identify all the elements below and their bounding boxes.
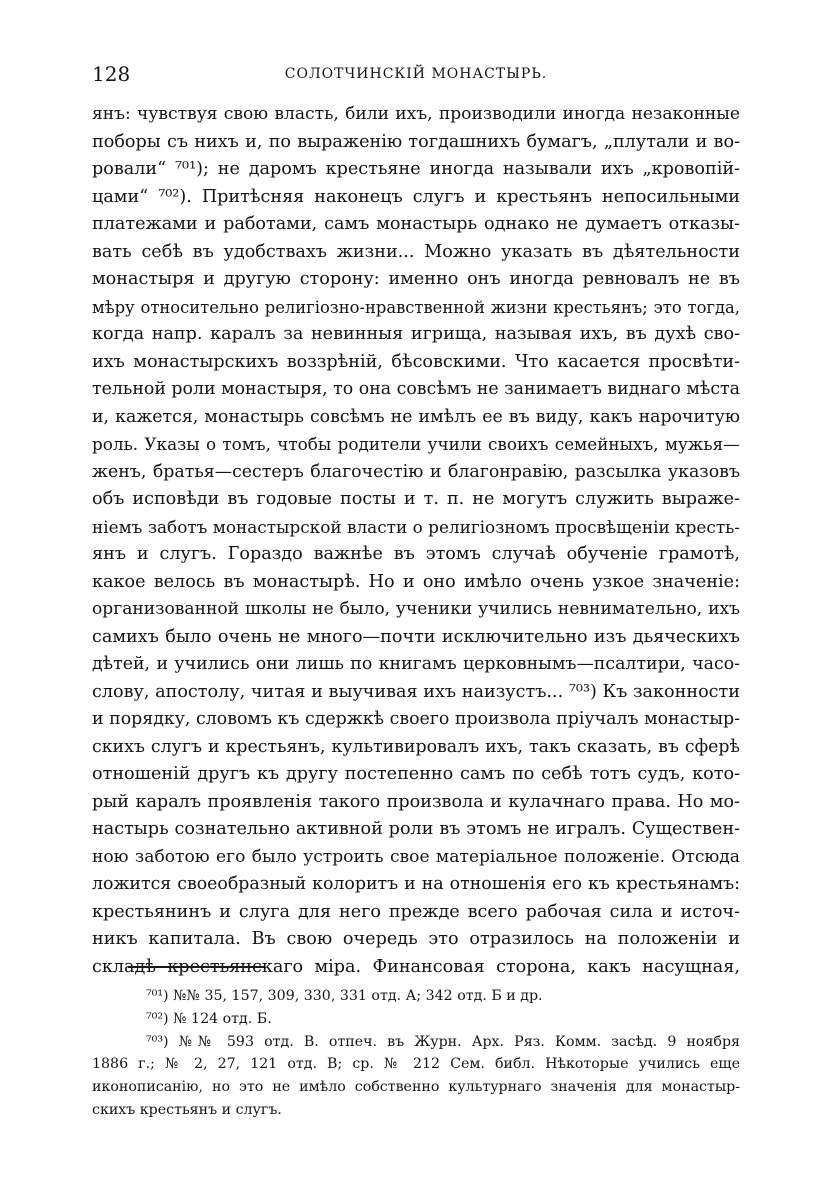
footnote-702: ⁷⁰²) № 124 отд. Б. <box>146 1010 272 1027</box>
page-header <box>92 62 740 90</box>
text-line: и порядку, словомъ къ сдержкѣ своего произвола пріучалъ монастыр- <box>92 709 740 729</box>
text-line: организованной школы не было, ученики учились невнимательно, ихъ <box>92 599 740 619</box>
running-title: СОЛОТЧИНСКІЙ МОНАСТЫРЬ. <box>284 66 548 82</box>
text-line: рый каралъ проявленія такого произвола и кулачнаго права. Но мо- <box>92 791 740 812</box>
text-line: янъ и слугъ. Гораздо важнѣе въ этомъ случаѣ обученіе грамотѣ, <box>92 544 740 564</box>
text-line: настырь сознательно активной роли въ этомъ не игралъ. Существен- <box>92 819 740 839</box>
text-line: какое велось въ монастырѣ. Но и оно имѣло очень узкое значеніе: <box>92 571 740 592</box>
text-line: и, кажется, монастырь совсѣмъ не имѣлъ ее въ виду, какъ нарочитую <box>92 406 740 427</box>
footnotes <box>92 985 740 1122</box>
text-line: женъ, братья—сестеръ благочестію и благонравію, разсылка указовъ <box>92 461 740 482</box>
text-line: объ исповѣди въ годовые посты и т. п. не могутъ служить выраже- <box>92 489 740 509</box>
footnote-divider <box>128 966 264 968</box>
text-line: слову, апостолу, читая и выучивая ихъ наизустъ... ⁷⁰³) Къ законности <box>92 681 740 702</box>
text-line: отношеній другъ къ другу постепенно самъ по себѣ тотъ судъ, кото- <box>92 764 740 784</box>
text-line: ніемъ заботъ монастырской власти о религіозномъ просвѣщеніи кресть- <box>92 516 740 537</box>
text-line: янъ: чувствуя свою власть, били ихъ, производили иногда незаконные <box>92 104 740 124</box>
text-line: крестьянинъ и слуга для него прежде всего рабочая сила и источ- <box>92 901 740 922</box>
text-line: роль. Указы о томъ, чтобы родители учили своихъ семейныхъ, мужья— <box>92 434 740 454</box>
main-text <box>92 101 740 981</box>
text-line: тельной роли монастыря, то она совсѣмъ не занимаетъ виднаго мѣста <box>92 379 740 399</box>
text-line: поборы съ нихъ и, по выраженію тогдашнихъ бумагъ, „плутали и во- <box>92 131 740 152</box>
text-line: ихъ монастырскихъ воззрѣній, бѣсовскими. Что касается просвѣти- <box>92 351 740 372</box>
text-line: ровали“ ⁷⁰¹); не даромъ крестьяне иногда называли ихъ „кровопій- <box>92 159 740 179</box>
footnote-703: ⁷⁰³) №№ 593 отд. В. отпеч. въ Журн. Арх. Ряз. Комм. засѣд. 9 ноября <box>146 1033 740 1050</box>
text-line: монастыря и другую сторону: именно онъ иногда ревновалъ не въ <box>92 269 740 289</box>
text-line: никъ капитала. Въ свою очередь это отразилось на положеніи и <box>92 929 740 949</box>
text-line: мѣру относительно религіозно-нравственной жизни крестьянъ; это тогда, <box>92 297 740 317</box>
text-line: самихъ было очень не много—почти исключительно изъ дьяческихъ <box>92 626 740 647</box>
text-line: дѣтей, и учились они лишь по книгамъ церковнымъ—псалтири, часо- <box>92 654 740 674</box>
text-line: скихъ слугъ и крестьянъ, культивировалъ ихъ, такъ сказать, въ сферѣ <box>92 736 740 757</box>
text-line: ложится своеобразный колоритъ и на отношенія его къ крестьянамъ: <box>92 874 740 894</box>
text-line: цами“ ⁷⁰²). Притѣсняя наконецъ слугъ и крестьянъ непосильными <box>92 186 740 207</box>
text-line: платежами и работами, самъ монастырь однако не думаетъ отказы- <box>92 214 740 234</box>
text-line: когда напр. каралъ за невинныя игрища, называя ихъ, въ духѣ сво- <box>92 324 740 344</box>
footnote-703-continued: иконописанію, но это не имѣло собственно культурнаго значенія для монастыр- <box>92 1079 740 1096</box>
text-line: вать себѣ въ удобствахъ жизни... Можно указать въ дѣятельности <box>92 241 740 262</box>
page-number: 128 <box>92 62 131 86</box>
footnote-703-continued: 1886 г.; № 2, 27, 121 отд. В; ср. № 212 Сем. библ. Нѣкоторые учились еще <box>92 1056 740 1073</box>
footnote-703-continued: скихъ крестьянъ и слугъ. <box>92 1101 282 1118</box>
footnote-701: ⁷⁰¹) №№ 35, 157, 309, 330, 331 отд. А; 342 отд. Б и др. <box>146 988 543 1004</box>
text-line: ною заботою его было устроить свое матеріальное положеніе. Отсюда <box>92 846 740 867</box>
text-line: складѣ крестьянскаго міра. Финансовая сторона, какъ насущная, <box>92 956 740 977</box>
